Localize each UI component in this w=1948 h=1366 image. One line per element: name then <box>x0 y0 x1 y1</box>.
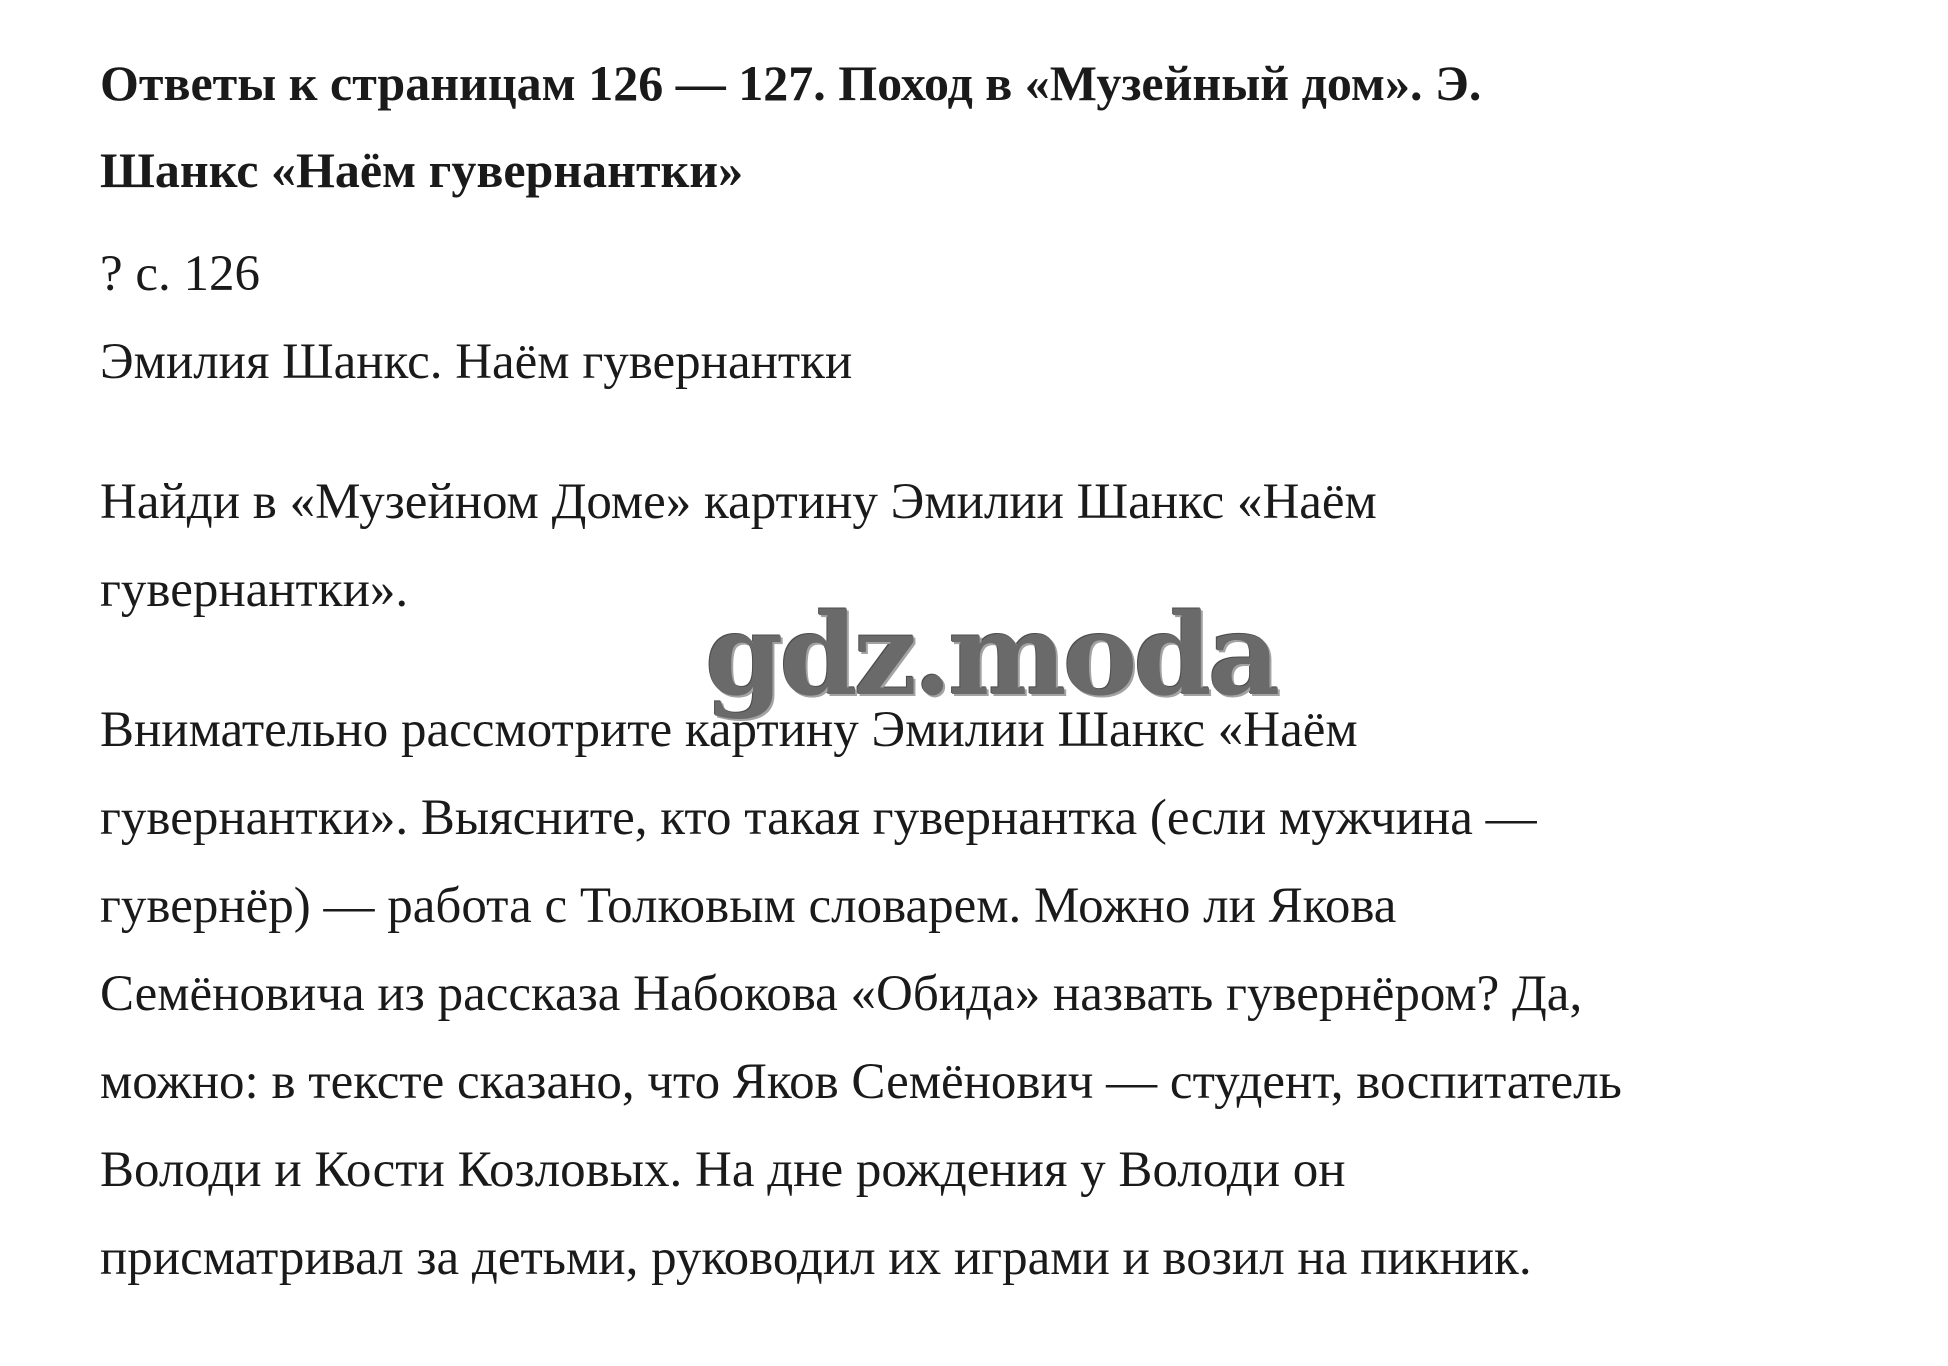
watermark-logo: gdz.moda <box>705 590 1277 721</box>
answer-paragraph <box>100 686 1900 1302</box>
answer-line: Семёновича из рассказа Набокова «Обида» назвать гувернёром? Да, <box>100 966 1583 1022</box>
painting-caption: Эмилия Шанкс. Наём гувернантки <box>100 334 853 390</box>
title-line: Ответы к страницам 126 — 127. Поход в «Музейный дом». Э. <box>100 55 1482 111</box>
answer-line: гувернёр) — работа с Толковым словарем. Можно ли Якова <box>100 878 1397 934</box>
page-reference: ? с. 126 <box>100 246 261 302</box>
answer-line: можно: в тексте сказано, что Яков Семёнович — студент, воспитатель <box>100 1054 1622 1110</box>
answer-line: Внимательно рассмотрите картину Эмилии Шанкс «Наём <box>100 702 1358 758</box>
task-line: гувернантки». <box>100 562 409 618</box>
title-line: Шанкс «Наём гувернантки» <box>100 142 744 198</box>
answer-line: присматривал за детьми, руководил их играми и возил на пикник. <box>100 1230 1532 1286</box>
page-title <box>100 40 1900 214</box>
reference-block <box>100 230 1900 406</box>
answer-line: гувернантки». Выясните, кто такая гувернантка (если мужчина — <box>100 790 1537 846</box>
task-line: Найди в «Музейном Доме» картину Эмилии Шанкс «Наём <box>100 474 1377 530</box>
answer-line: Володи и Кости Козловых. На дне рождения у Володи он <box>100 1142 1346 1198</box>
